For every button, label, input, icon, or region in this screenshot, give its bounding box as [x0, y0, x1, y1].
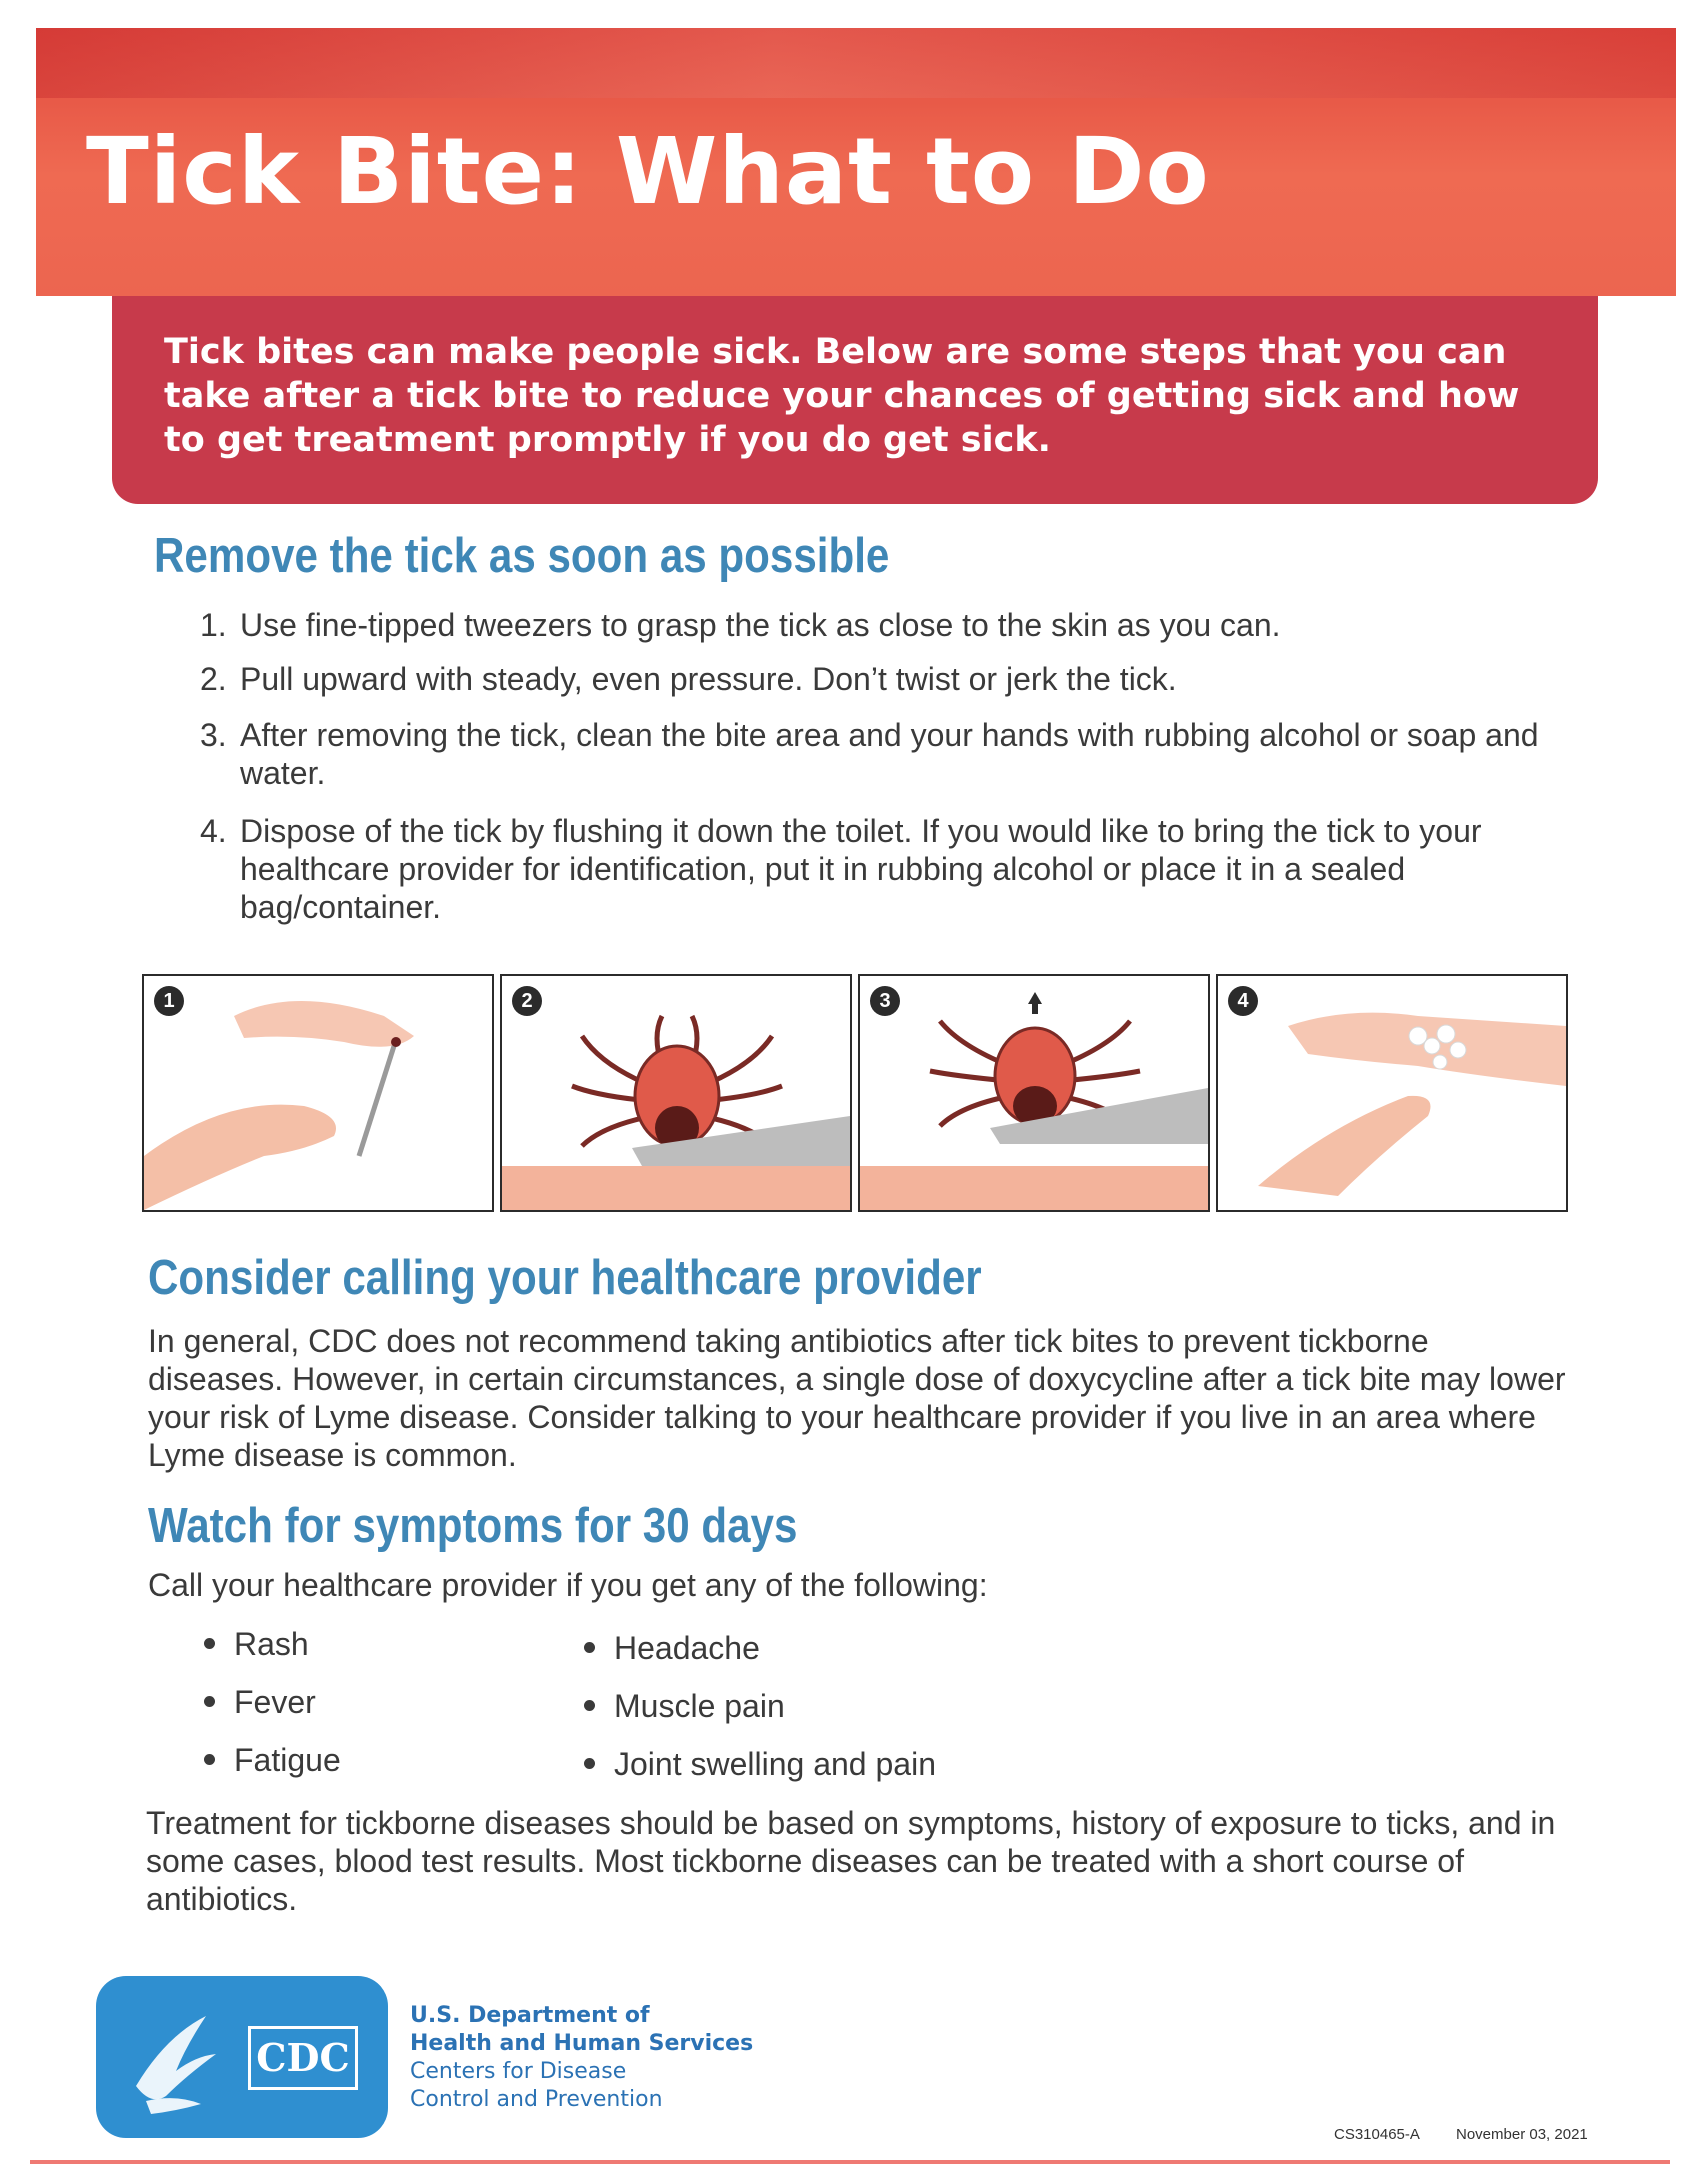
- step-badge-2: 2: [512, 986, 542, 1016]
- consider-calling-body: In general, CDC does not recommend taking antibiotics after tick bites to prevent tickborne diseases. However, in certain circumstances, a single dose of doxycycline after a tick bite may lower your risk of Lyme disease. Consider talking to your healthcare provider if you live in an area where Lyme disease is common.: [148, 1323, 1566, 1473]
- watch-symptoms-heading: Watch for symptoms for 30 days: [148, 1499, 798, 1553]
- step-1: 1. Use fine-tipped tweezers to grasp the tick as close to the skin as you can.: [200, 607, 1281, 643]
- tweezers-icon: [359, 1046, 394, 1156]
- intro-box: [112, 296, 1598, 504]
- bullet-icon: [204, 1638, 215, 1649]
- removal-illustrations: [142, 974, 1570, 1220]
- bullet-icon: [584, 1642, 595, 1653]
- illustration-grasp-tick: [142, 974, 494, 1212]
- step-2: 2. Pull upward with steady, even pressure. Don’t twist or jerk the tick.: [200, 661, 1177, 697]
- bullet-icon: [584, 1700, 595, 1711]
- bullet-icon: [584, 1758, 595, 1769]
- bullet-icon: [204, 1696, 215, 1707]
- step-text: Use fine-tipped tweezers to grasp the tick as close to the skin as you can.: [240, 607, 1281, 643]
- remove-tick-heading: Remove the tick as soon as possible: [154, 529, 890, 583]
- symptom-item: Muscle pain: [580, 1688, 936, 1746]
- symptoms-list-right: [580, 1630, 936, 1804]
- step-badge-1: 1: [154, 986, 184, 1016]
- step-text: Pull upward with steady, even pressure. Don’t twist or jerk the tick.: [240, 661, 1177, 697]
- hhs-cdc-logo: [96, 1976, 388, 2138]
- treatment-text: Treatment for tickborne diseases should be based on symptoms, history of exposure to ticks, and in some cases, blood test results. Most tickborne diseases can be treated with a short course of antibiotics.: [146, 1805, 1556, 1917]
- step-4: 4. Dispose of the tick by flushing it down the toilet. If you would like to bring the tick to your healthcare provider for identification, put it in rubbing alcohol or place it in a sealed bag/container.: [200, 813, 1482, 925]
- symptom-item: Fatigue: [200, 1742, 341, 1800]
- bullet-icon: [204, 1754, 215, 1765]
- symptom-item: Fever: [200, 1684, 341, 1742]
- banner-stripe: [36, 28, 1676, 98]
- removal-steps: [200, 606, 1570, 948]
- agency-name: U.S. Department of Health and Human Services Centers for Disease Control and Prevention: [410, 2003, 754, 2112]
- step-3: 3. After removing the tick, clean the bite area and your hands with rubbing alcohol or soap and water.: [200, 717, 1539, 791]
- step-badge-3: 3: [870, 986, 900, 1016]
- symptoms-list-left: [200, 1626, 341, 1800]
- illustration-tick-grasped: [500, 974, 852, 1212]
- symptom-item: Rash: [200, 1626, 341, 1684]
- symptom-item: Joint swelling and pain: [580, 1746, 936, 1804]
- hhs-eagle-icon: [96, 1976, 246, 2138]
- cdc-logo-text: CDC: [248, 2026, 358, 2090]
- step-text: After removing the tick, clean the bite area and your hands with rubbing alcohol or soap and water.: [240, 717, 1539, 791]
- illustration-clean-area: [1216, 974, 1568, 1212]
- symptom-item: Headache: [580, 1630, 936, 1688]
- step-text: Dispose of the tick by flushing it down the toilet. If you would like to bring the tick to your healthcare provider for identification, put it in rubbing alcohol or place it in a sealed bag/container.: [240, 813, 1482, 925]
- tick-icon: [391, 1037, 401, 1047]
- illustration-pull-upward: [858, 974, 1210, 1212]
- document-id: CS310465-A: [1334, 2126, 1420, 2143]
- document-date: November 03, 2021: [1456, 2126, 1588, 2143]
- watch-symptoms-lead: Call your healthcare provider if you get any of the following:: [148, 1567, 988, 1603]
- intro-text: Tick bites can make people sick. Below are some steps that you can take after a tick bite to reduce your chances of getting sick and how to get treatment promptly if you do get sick.: [164, 332, 1520, 460]
- bottom-rule: [30, 2160, 1670, 2164]
- hand-tweezers-illustration: [144, 976, 492, 1210]
- step-badge-4: 4: [1228, 986, 1258, 1016]
- page-title: Tick Bite: What to Do: [86, 118, 1210, 225]
- consider-calling-heading: Consider calling your healthcare provider: [148, 1251, 982, 1305]
- hands-washing-illustration: [1218, 976, 1566, 1210]
